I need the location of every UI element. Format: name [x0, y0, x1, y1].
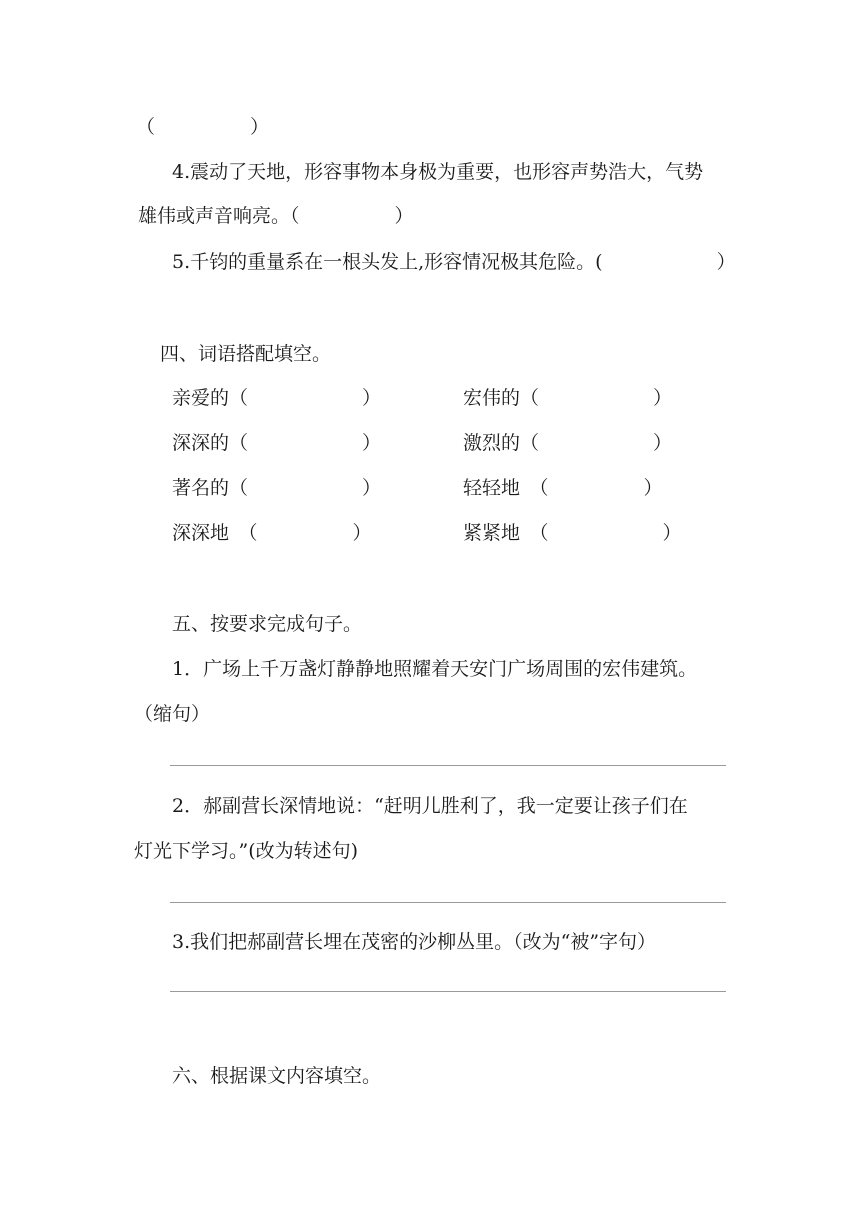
pair-right-3: 轻轻地 （ ）	[463, 477, 663, 499]
q1-line1: 1．广场上千万盏灯静静地照耀着天安门广场周围的宏伟建筑。	[172, 658, 698, 680]
q2-line2: 灯光下学习。”(改为转述句)	[134, 840, 359, 862]
item-4-line1: 4.震动了天地，形容事物本身极为重要，也形容声势浩大，气势	[172, 161, 704, 183]
q1-line2: （缩句）	[134, 703, 211, 725]
section-5-heading: 五、按要求完成句子。	[172, 613, 363, 635]
q2-line1: 2．郝副营长深情地说：“赶明儿胜利了，我一定要让孩子们在	[172, 795, 688, 817]
pair-left-1: 亲爱的（ ）	[172, 387, 382, 409]
pair-right-2: 激烈的（ ）	[463, 432, 673, 454]
item-5: 5.千钧的重量系在一根头发上,形容情况极其危险。( ）	[172, 251, 736, 273]
pair-left-4: 深深地 （ ）	[172, 522, 372, 544]
q1-answer-line[interactable]	[170, 765, 726, 766]
section-6-heading: 六、根据课文内容填空。	[172, 1065, 382, 1087]
section-4-heading: 四、词语搭配填空。	[160, 343, 332, 365]
top-paren-blank: （ ）	[136, 116, 270, 138]
pair-right-1: 宏伟的（ ）	[463, 387, 673, 409]
q3-answer-line[interactable]	[170, 991, 726, 992]
q3: 3.我们把郝副营长埋在茂密的沙柳丛里。（改为“被”字句）	[172, 931, 657, 953]
pair-right-4: 紧紧地 （ ）	[463, 522, 682, 544]
pair-left-3: 著名的（ ）	[172, 477, 382, 499]
item-4-line2: 雄伟或声音响亮。（ ）	[138, 205, 414, 227]
pair-left-2: 深深的（ ）	[172, 432, 382, 454]
q2-answer-line[interactable]	[170, 902, 726, 903]
